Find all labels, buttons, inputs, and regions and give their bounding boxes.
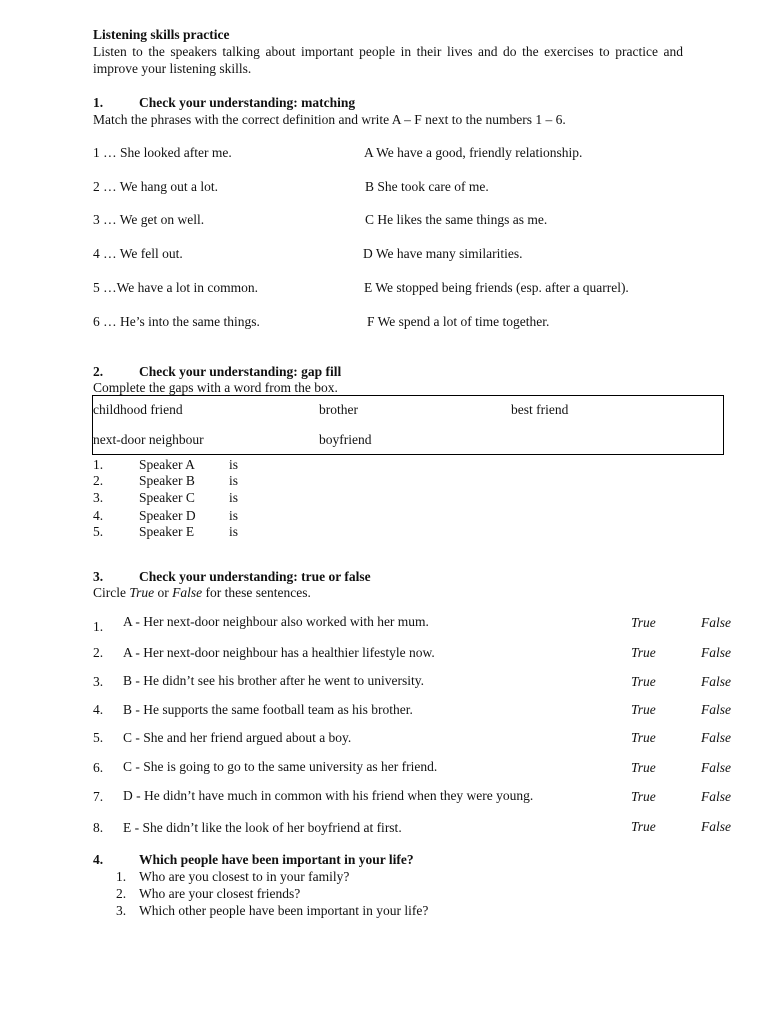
tf-false-option[interactable]: False bbox=[701, 702, 731, 717]
definition-a: A We have a good, friendly relationship. bbox=[364, 145, 583, 160]
matching-phrase-3: 3 … We get on well. bbox=[93, 212, 205, 227]
tf-false-option[interactable]: False bbox=[701, 730, 731, 745]
question-text: Who are you closest to in your family? bbox=[139, 869, 350, 884]
matching-phrase-6: 6 … He’s into the same things. bbox=[93, 314, 260, 329]
tf-statement: D - He didn’t have much in common with his friend when they were young. bbox=[123, 788, 534, 803]
tf-true-option[interactable]: True bbox=[631, 674, 656, 689]
section-2-number: 2. bbox=[93, 364, 104, 379]
tf-statement: A - Her next-door neighbour has a healthier lifestyle now. bbox=[123, 645, 435, 660]
definition-b: B She took care of me. bbox=[365, 179, 489, 194]
gap-verb: is bbox=[229, 457, 239, 472]
tf-true-option[interactable]: True bbox=[631, 615, 656, 630]
tf-number: 7. bbox=[93, 789, 104, 804]
matching-phrase-1: 1 … She looked after me. bbox=[93, 145, 232, 160]
question-text: Which other people have been important in your life? bbox=[139, 903, 429, 918]
section-4-number: 4. bbox=[93, 852, 104, 867]
tf-number: 1. bbox=[93, 619, 104, 634]
section-1-instruction: Match the phrases with the correct definition and write A – F next to the numbers 1 – 6. bbox=[93, 112, 566, 127]
word-box-item: boyfriend bbox=[319, 432, 372, 447]
matching-phrase-2: 2 … We hang out a lot. bbox=[93, 179, 219, 194]
gap-speaker: Speaker E bbox=[139, 524, 195, 539]
word-box-item: childhood friend bbox=[93, 402, 183, 417]
tf-number: 5. bbox=[93, 730, 104, 745]
tf-number: 4. bbox=[93, 702, 104, 717]
section-2-instruction: Complete the gaps with a word from the box. bbox=[93, 380, 338, 395]
page-title: Listening skills practice bbox=[93, 27, 230, 42]
tf-false-option[interactable]: False bbox=[701, 760, 731, 775]
gap-speaker: Speaker B bbox=[139, 473, 195, 488]
tf-true-option[interactable]: True bbox=[631, 730, 656, 745]
gap-verb: is bbox=[229, 490, 239, 505]
section-4-heading: Which people have been important in your life? bbox=[139, 852, 414, 867]
question-number: 2. bbox=[116, 886, 127, 901]
tf-statement: C - She is going to go to the same university as her friend. bbox=[123, 759, 438, 774]
gap-number: 1. bbox=[93, 457, 104, 472]
tf-true-option[interactable]: True bbox=[631, 760, 656, 775]
question-number: 1. bbox=[116, 869, 127, 884]
tf-statement: A - Her next-door neighbour also worked with her mum. bbox=[123, 614, 429, 629]
tf-statement: B - He didn’t see his brother after he went to university. bbox=[123, 673, 425, 688]
matching-phrase-4: 4 … We fell out. bbox=[93, 246, 183, 261]
word-box-item: best friend bbox=[511, 402, 569, 417]
tf-true-option[interactable]: True bbox=[631, 702, 656, 717]
tf-false-option[interactable]: False bbox=[701, 615, 731, 630]
tf-number: 3. bbox=[93, 674, 104, 689]
tf-true-option[interactable]: True bbox=[631, 789, 656, 804]
tf-true-option[interactable]: True bbox=[631, 819, 656, 834]
gap-verb: is bbox=[229, 524, 239, 539]
tf-false-option[interactable]: False bbox=[701, 819, 731, 834]
tf-number: 8. bbox=[93, 820, 104, 835]
tf-number: 6. bbox=[93, 760, 104, 775]
gap-number: 4. bbox=[93, 508, 104, 523]
question-number: 3. bbox=[116, 903, 127, 918]
gap-number: 2. bbox=[93, 473, 104, 488]
section-3-instruction: Circle True or False for these sentences. bbox=[93, 585, 311, 600]
question-text: Who are your closest friends? bbox=[139, 886, 301, 901]
tf-false-option[interactable]: False bbox=[701, 645, 731, 660]
gap-number: 5. bbox=[93, 524, 104, 539]
gap-speaker: Speaker C bbox=[139, 490, 195, 505]
section-1-heading: Check your understanding: matching bbox=[139, 95, 356, 110]
intro-paragraph: Listen to the speakers talking about important people in their lives and do the exercises to practice and improve your listening skills. bbox=[93, 44, 683, 76]
tf-statement: C - She and her friend argued about a boy. bbox=[123, 730, 352, 745]
gap-number: 3. bbox=[93, 490, 104, 505]
tf-true-option[interactable]: True bbox=[631, 645, 656, 660]
tf-statement: E - She didn’t like the look of her boyfriend at first. bbox=[123, 820, 402, 835]
section-3-number: 3. bbox=[93, 569, 104, 584]
gap-speaker: Speaker D bbox=[139, 508, 196, 523]
tf-statement: B - He supports the same football team as his brother. bbox=[123, 702, 413, 717]
word-box-item: brother bbox=[319, 402, 358, 417]
tf-number: 2. bbox=[93, 645, 104, 660]
tf-false-option[interactable]: False bbox=[701, 789, 731, 804]
section-1-number: 1. bbox=[93, 95, 104, 110]
definition-f: F We spend a lot of time together. bbox=[367, 314, 550, 329]
section-3-heading: Check your understanding: true or false bbox=[139, 569, 371, 584]
gap-verb: is bbox=[229, 473, 239, 488]
gap-speaker: Speaker A bbox=[139, 457, 195, 472]
word-box-item: next-door neighbour bbox=[93, 432, 204, 447]
definition-e: E We stopped being friends (esp. after a quarrel). bbox=[364, 280, 629, 295]
gap-verb: is bbox=[229, 508, 239, 523]
definition-c: C He likes the same things as me. bbox=[365, 212, 548, 227]
tf-false-option[interactable]: False bbox=[701, 674, 731, 689]
section-2-heading: Check your understanding: gap fill bbox=[139, 364, 342, 379]
definition-d: D We have many similarities. bbox=[363, 246, 523, 261]
matching-phrase-5: 5 …We have a lot in common. bbox=[93, 280, 258, 295]
